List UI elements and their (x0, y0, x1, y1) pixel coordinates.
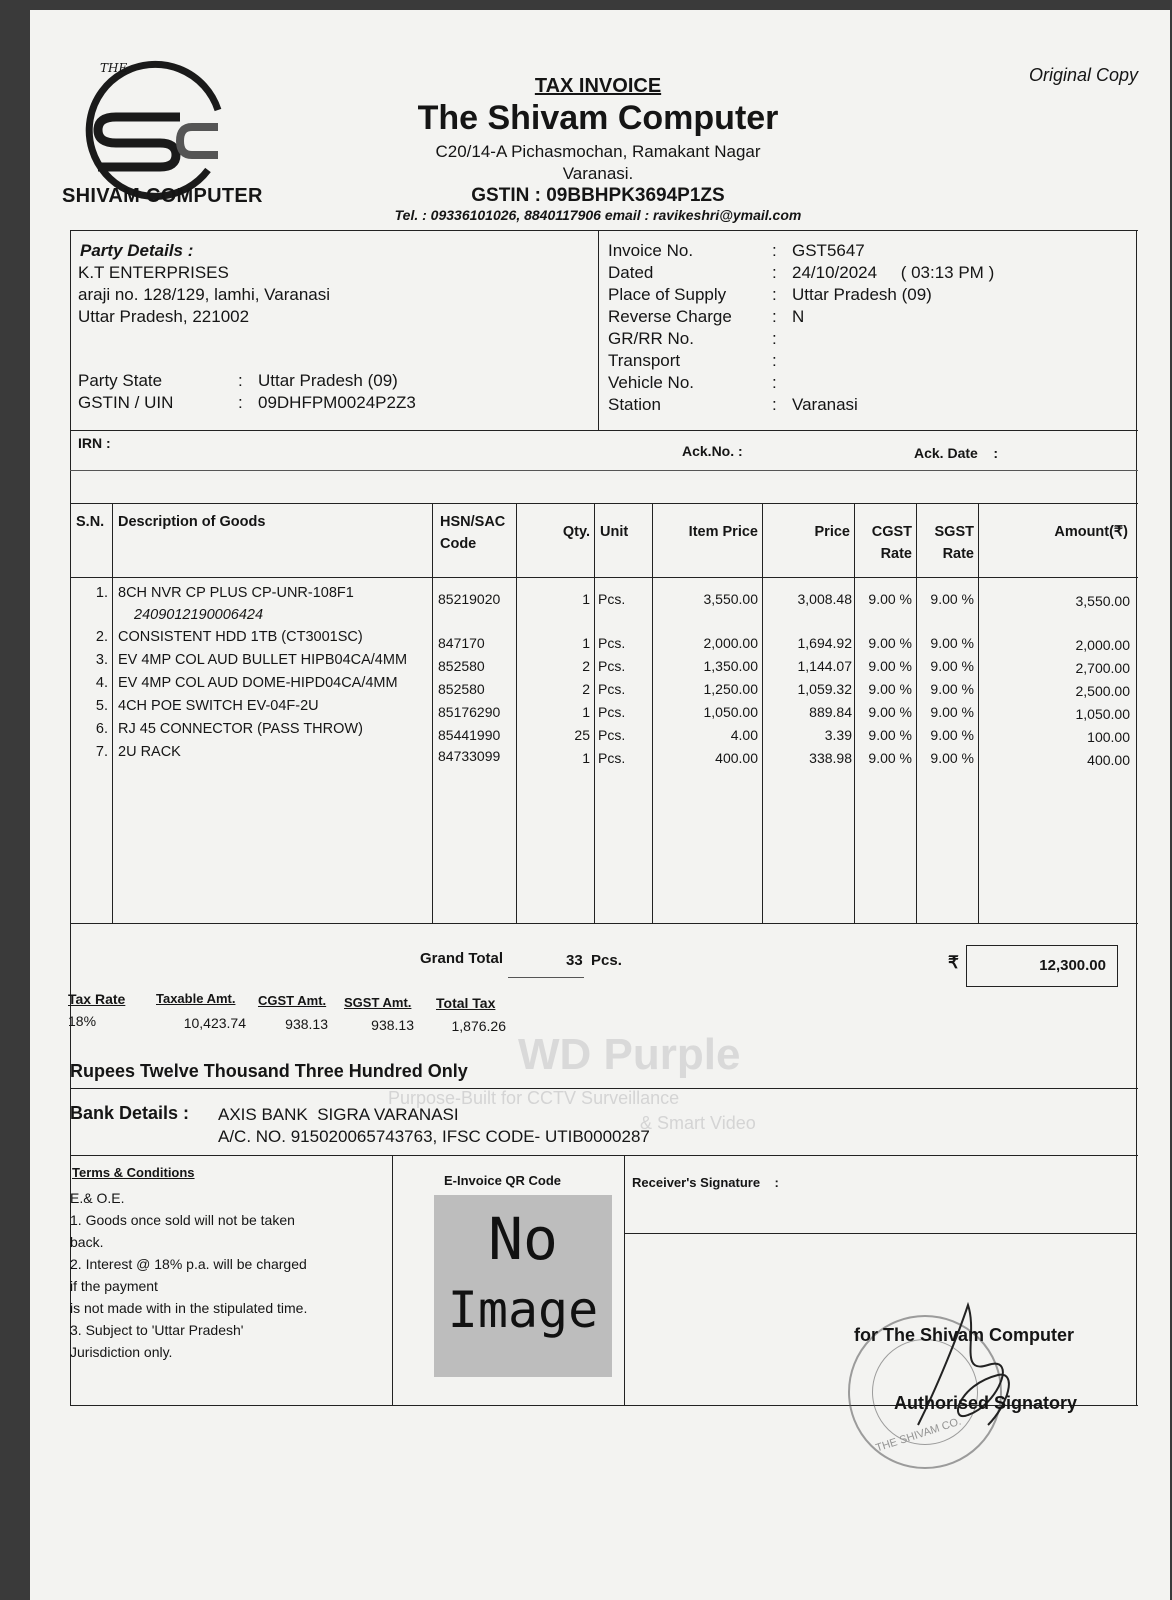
field-value: GST5647 (792, 241, 865, 260)
cell-sn: 5. (95, 698, 108, 714)
col-amount: Amount(₹) (1054, 524, 1128, 540)
grand-total-qty: 33 Pcs. (566, 952, 622, 969)
party-heading: Party Details : (80, 241, 194, 260)
table-row (70, 744, 1138, 767)
field-value: N (792, 307, 805, 326)
col-sgst-rate (918, 521, 974, 565)
cell-description: EV 4MP COL AUD BULLET HIPB04CA/4MM (118, 652, 408, 668)
signature-scribble (898, 1295, 1038, 1445)
terms-heading: Terms & Conditions (72, 1165, 195, 1180)
cell-description: 8CH NVR CP PLUS CP-UNR-108F1 (118, 585, 354, 601)
rule (624, 1233, 1136, 1234)
cell-amount: 1,050.00 (1075, 706, 1130, 722)
address-line-2: Varanasi. (562, 164, 634, 183)
terms-line: is not made with in the stipulated time. (70, 1300, 308, 1316)
cell-qty: 1 (582, 635, 590, 651)
cell-cgst: 9.00 % (868, 681, 912, 697)
cell-description: CONSISTENT HDD 1TB (CT3001SC) (118, 629, 363, 645)
rule (70, 470, 1138, 471)
bank-account: A/C. NO. 915020065743763, IFSC CODE- UTIB0000287 (218, 1127, 650, 1146)
tax-rate-value: 18% (68, 1013, 97, 1029)
col-description: Description of Goods (118, 514, 266, 530)
cell-sn: 1. (95, 585, 108, 601)
cell-description: EV 4MP COL AUD DOME-HIPD04CA/4MM (118, 675, 398, 691)
cell-sgst: 9.00 % (930, 750, 974, 766)
cell-qty: 1 (582, 591, 590, 607)
col-hsn-line1: HSN/SAC (440, 514, 506, 530)
cell-hsn: 85176290 (438, 704, 501, 720)
cell-sgst: 9.00 % (930, 727, 974, 743)
qr-placeholder-image (434, 1195, 612, 1377)
ack-date-label: Ack. Date : (914, 445, 999, 461)
cgst-amt-header: CGST Amt. (258, 993, 327, 1008)
terms-line: E.& O.E. (70, 1190, 125, 1206)
col-qty: Qty. (562, 524, 590, 540)
cell-amount: 2,500.00 (1075, 683, 1130, 699)
col-hsn-line2: Code (440, 536, 477, 552)
field-label: Transport (608, 351, 681, 370)
table-row (70, 585, 1138, 629)
cell-item-price: 1,350.00 (703, 658, 758, 674)
table-row (70, 629, 1138, 652)
company-gstin: GSTIN : 09BBHPK3694P1ZS (471, 185, 725, 206)
cell-cgst: 9.00 % (868, 727, 912, 743)
rupee-symbol: ₹ (948, 953, 959, 972)
cell-cgst: 9.00 % (868, 658, 912, 674)
colon: : (772, 263, 777, 282)
invoice-field (608, 351, 1128, 373)
cell-hsn: 85441990 (438, 727, 501, 743)
party-state-value: Uttar Pradesh (09) (258, 371, 398, 390)
invoice-fields (608, 241, 1128, 417)
colon: : (772, 241, 777, 260)
rule (70, 230, 1138, 231)
tax-rate-header: Tax Rate (68, 991, 126, 1007)
cell-unit: Pcs. (598, 635, 626, 651)
party-gstin-value: 09DHFPM0024P2Z3 (258, 393, 416, 412)
invoice-field (608, 373, 1128, 395)
taxable-amt-value: 10,423.74 (183, 1015, 246, 1031)
cell-cgst: 9.00 % (868, 635, 912, 651)
rule (70, 1155, 1138, 1156)
qr-text-image: Image (447, 1281, 599, 1339)
rule (392, 1155, 393, 1405)
cell-price: 1,694.92 (797, 635, 852, 651)
colon: : (772, 395, 777, 414)
for-company-label: for The Shivam Computer (854, 1325, 1075, 1345)
cell-hsn: 852580 (438, 658, 485, 674)
colon: : (772, 285, 777, 304)
cell-unit: Pcs. (598, 591, 626, 607)
cell-sn: 6. (95, 721, 108, 737)
stamp-text: THE SHIVAM CO. (874, 1415, 963, 1455)
cell-sn: 2. (95, 629, 108, 645)
colon: : (772, 351, 777, 370)
bank-label: Bank Details : (70, 1103, 190, 1123)
party-state-label: Party State (78, 371, 163, 390)
cell-qty: 1 (582, 750, 590, 766)
field-label: Vehicle No. (608, 373, 694, 392)
field-label: Station (608, 395, 661, 414)
terms-line: 2. Interest @ 18% p.a. will be charged (70, 1256, 307, 1272)
irn-label: IRN : (78, 435, 111, 451)
col-item-price: Item Price (688, 524, 758, 540)
field-label: Reverse Charge (608, 307, 732, 326)
cell-price: 1,059.32 (797, 681, 852, 697)
cell-amount: 400.00 (1087, 752, 1130, 768)
cell-sgst: 9.00 % (930, 635, 974, 651)
logo-the: THE (100, 61, 128, 75)
col-sgst-line2: Rate (942, 546, 974, 562)
col-sgst-line1: SGST (934, 524, 974, 540)
col-unit: Unit (600, 524, 629, 540)
field-value: Varanasi (792, 395, 858, 414)
cell-amount: 2,700.00 (1075, 660, 1130, 676)
cell-cgst: 9.00 % (868, 704, 912, 720)
cell-qty: 25 (574, 727, 590, 743)
invoice-field (608, 307, 1128, 329)
col-cgst-rate (856, 521, 912, 565)
table-row (70, 698, 1138, 721)
sgst-amt-value: 938.13 (371, 1017, 414, 1033)
col-price: Price (814, 524, 850, 540)
cgst-amt-value: 938.13 (285, 1016, 328, 1032)
cell-qty: 2 (582, 658, 590, 674)
colon: : (772, 373, 777, 392)
cell-description: 2U RACK (118, 744, 181, 760)
address-line-1: C20/14-A Pichasmochan, Ramakant Nagar (435, 142, 761, 161)
cell-cgst: 9.00 % (868, 750, 912, 766)
rule (1136, 230, 1137, 1405)
cell-hsn: 85219020 (438, 591, 501, 607)
watermark-tagline-2: & Smart Video (640, 1113, 756, 1133)
cell-qty: 2 (582, 681, 590, 697)
invoice-paper (30, 10, 1170, 1600)
rule (624, 1155, 625, 1405)
receiver-signature-label: Receiver's Signature : (632, 1175, 779, 1190)
table-row (70, 675, 1138, 698)
cell-unit: Pcs. (598, 704, 626, 720)
colon: : (772, 307, 777, 326)
bank-name: AXIS BANK SIGRA VARANASI (218, 1105, 459, 1124)
total-tax-value: 1,876.26 (451, 1018, 506, 1034)
copy-label: Original Copy (1028, 65, 1138, 85)
cell-price: 3,008.48 (797, 591, 852, 607)
cell-item-price: 1,250.00 (703, 681, 758, 697)
cell-price: 338.98 (809, 750, 852, 766)
grand-total-amount: 12,300.00 (1039, 957, 1106, 974)
watermark-tagline: Purpose-Built for CCTV Surveillance (388, 1088, 680, 1108)
sgst-amt-header: SGST Amt. (344, 995, 412, 1010)
invoice-field (608, 395, 1128, 417)
rule (598, 230, 599, 430)
colon: : (238, 371, 243, 390)
cell-hsn: 847170 (438, 635, 485, 651)
col-cgst-line1: CGST (871, 524, 912, 540)
invoice-field (608, 329, 1128, 351)
qr-label: E-Invoice QR Code (444, 1173, 562, 1188)
company-contact: Tel. : 09336101026, 8840117906 email : ravikeshri@ymail.com (394, 207, 802, 223)
invoice (48, 45, 1138, 1455)
invoice-field (608, 285, 1128, 307)
logo-text: SHIVAM COMPUTER (62, 185, 263, 207)
col-cgst-line2: Rate (880, 546, 912, 562)
terms-line: if the payment (70, 1278, 158, 1294)
cell-unit: Pcs. (598, 750, 626, 766)
company-name: The Shivam Computer (417, 99, 779, 137)
cell-cgst: 9.00 % (868, 591, 912, 607)
field-value: 24/10/2024 ( 03:13 PM ) (792, 263, 995, 282)
terms-line: 1. Goods once sold will not be taken (70, 1212, 295, 1228)
authorised-signatory-label: Authorised Signatory (894, 1393, 1078, 1413)
cell-description: 4CH POE SWITCH EV-04F-2U (118, 698, 319, 714)
cell-item-price: 3,550.00 (703, 591, 758, 607)
rule (70, 430, 1138, 431)
cell-price: 1,144.07 (797, 658, 852, 674)
grand-total-label: Grand Total (420, 950, 504, 967)
document-title: TAX INVOICE (534, 75, 662, 97)
cell-sn: 3. (95, 652, 108, 668)
cell-hsn: 84733099 (438, 748, 501, 764)
cell-item-price: 2,000.00 (703, 635, 758, 651)
cell-price: 3.39 (824, 727, 852, 743)
cell-hsn: 852580 (438, 681, 485, 697)
col-hsn (440, 511, 505, 555)
field-label: GR/RR No. (608, 329, 694, 348)
company-address (288, 141, 908, 185)
party-address-1: araji no. 128/129, lamhi, Varanasi (78, 285, 331, 304)
party-name: K.T ENTERPRISES (78, 263, 229, 282)
table-body (70, 585, 1138, 767)
field-label: Invoice No. (608, 241, 694, 260)
invoice-field (608, 263, 1128, 285)
cell-sgst: 9.00 % (930, 704, 974, 720)
taxable-amt-header: Taxable Amt. (156, 991, 236, 1006)
col-sn: S.N. (76, 514, 105, 530)
cell-unit: Pcs. (598, 658, 626, 674)
cell-unit: Pcs. (598, 727, 626, 743)
cell-sn: 4. (95, 675, 108, 691)
cell-sn: 7. (95, 744, 108, 760)
terms-list (70, 1187, 390, 1363)
cell-sgst: 9.00 % (930, 681, 974, 697)
rule (70, 1088, 1138, 1089)
amount-in-words: Rupees Twelve Thousand Three Hundred Only (70, 1061, 468, 1081)
qr-text-no: No (488, 1205, 558, 1273)
terms-line: back. (70, 1234, 104, 1250)
cell-item-price: 400.00 (715, 750, 758, 766)
invoice-field (608, 241, 1128, 263)
cell-unit: Pcs. (598, 681, 626, 697)
cell-sgst: 9.00 % (930, 658, 974, 674)
party-address-2: Uttar Pradesh, 221002 (78, 307, 250, 326)
cell-item-price: 4.00 (730, 727, 758, 743)
cell-serial: 2409012190006424 (134, 607, 264, 623)
cell-price: 889.84 (809, 704, 852, 720)
total-tax-header: Total Tax (436, 995, 496, 1011)
field-value: Uttar Pradesh (09) (792, 285, 932, 304)
field-label: Dated (608, 263, 654, 282)
cell-item-price: 1,050.00 (703, 704, 758, 720)
cell-amount: 100.00 (1087, 729, 1130, 745)
watermark-brand: WD Purple (518, 1030, 741, 1079)
cell-qty: 1 (582, 704, 590, 720)
terms-line: Jurisdiction only. (70, 1344, 173, 1360)
party-gstin-label: GSTIN / UIN (78, 393, 174, 412)
cell-sgst: 9.00 % (930, 591, 974, 607)
table-row (70, 652, 1138, 675)
ack-no-label: Ack.No. : (682, 443, 743, 459)
terms-line: 3. Subject to 'Uttar Pradesh' (70, 1322, 244, 1338)
cell-amount: 2,000.00 (1075, 637, 1130, 653)
colon: : (238, 393, 243, 412)
rule (508, 977, 584, 978)
rule (70, 923, 1138, 924)
cell-amount: 3,550.00 (1075, 593, 1130, 609)
cell-description: RJ 45 CONNECTOR (PASS THROW) (118, 721, 363, 737)
colon: : (772, 329, 777, 348)
field-label: Place of Supply (608, 285, 727, 304)
table-row (70, 721, 1138, 744)
